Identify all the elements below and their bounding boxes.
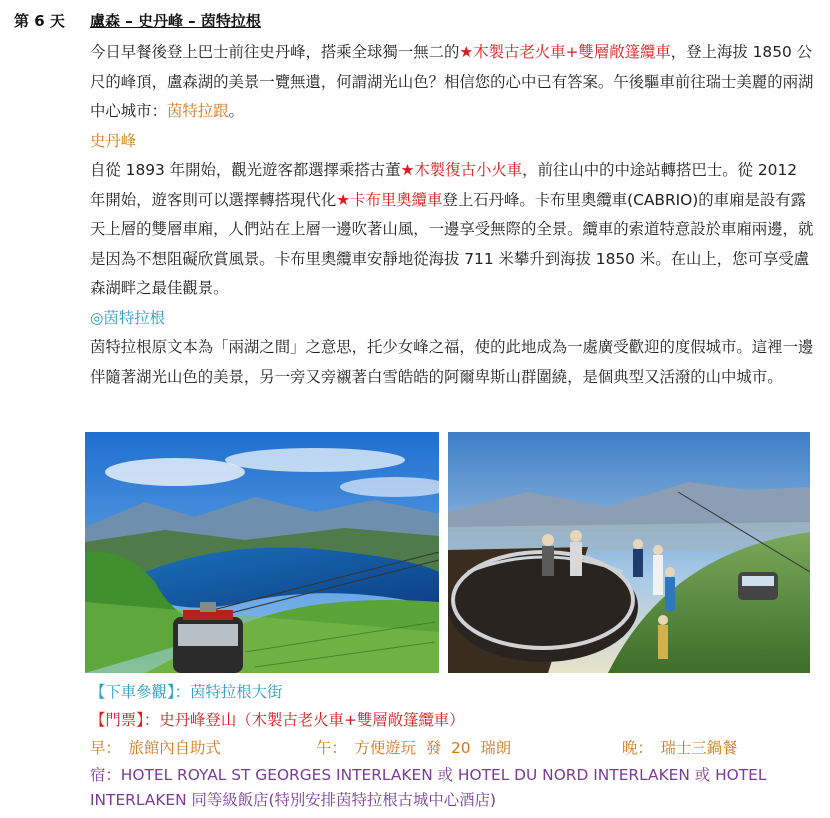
photo-strip [85,432,810,673]
intro-highlight-city: 茵特拉跟 [166,102,229,120]
intro-highlight-train: ★木製古老火車+雙層敞篷纜車 [459,43,671,61]
stanserhorn-heading: 史丹峰 [90,131,137,150]
hotel-line: 宿：HOTEL ROYAL ST GEORGES INTERLAKEN 或 HOTEL DU NORD INTERLAKEN 或 HOTEL INTERLAKEN 同等級飯店(特別安排茵特拉根古城中心酒店) [90,766,767,809]
stanserhorn-paragraph [90,156,816,304]
dinner-text: 晚： 瑞士三鍋餐 [622,739,738,757]
lake-view-photo [85,432,439,673]
breakfast-text: 早： 旅館內自助式 [90,739,221,757]
day-number: 第 6 天 [14,12,65,30]
stanserhorn-highlight-cabrio: ★卡布里奧纜車 [336,190,443,209]
day-route-title: 盧森 – 史丹峰 – 茵特拉根 [90,12,261,30]
interlaken-heading: ◎茵特拉根 [90,308,165,327]
intro-text-b: ，登上海拔 1850 公尺的峰頂，盧森湖的美景一覽無遺，何謂湖光山色？相信您的心中已有答案。午後驅車前往瑞士美麗的兩湖中心城市： [90,43,814,120]
tickets-line: 【門票】：史丹峰登山（木製古老火車+雙層敞篷纜車） [90,711,465,729]
lunch-text: 午： 方便遊玩 發 20 瑞朗 [316,739,512,757]
stanserhorn-text-3: 登上石丹峰。卡布里奧纜車(CABRIO)的車廂是設有露天上層的雙層車廂，人們站在上層一邊吹著山風，一邊享受無際的全景。纜車的索道特意設於車廂兩邊，就是因為不想阻礙欣賞風景。卡布里奧纜車安靜地從海拔 711 米攀升到海拔 1850 米。在山上，您可享受盧森湖畔之最佳觀景。 [90,190,814,297]
stanserhorn-highlight-train: ★木製復古小火車 [400,161,523,179]
interlaken-paragraph: 茵特拉根原文本為「兩湖之間」之意思，托少女峰之福，使的此地成為一處廣受歡迎的度假城市。這裡一邊伴隨著湖光山色的美景，另一旁又旁襯著白雪皓皓的阿爾卑斯山群圍繞，是個典型又活潑的山中城市。 [90,338,814,386]
stanserhorn-text-1: 自從 1893 年開始，觀光遊客都選擇乘搭古董 [90,161,401,179]
itinerary-content [90,38,816,392]
stanserhorn-text-2: ，前往山中的中途站轉搭巴士。從 2012 年開始，遊客則可以選擇轉搭現代化 [90,161,798,209]
intro-paragraph [90,38,816,127]
sightseeing-line: 【下車參觀】：茵特拉根大街 [90,683,283,701]
intro-text-end: 。 [228,102,244,120]
intro-text-a: 今日早餐後登上巴士前往史丹峰，搭乘全球獨一無二的 [90,43,460,61]
cabrio-deck-photo [448,432,810,673]
